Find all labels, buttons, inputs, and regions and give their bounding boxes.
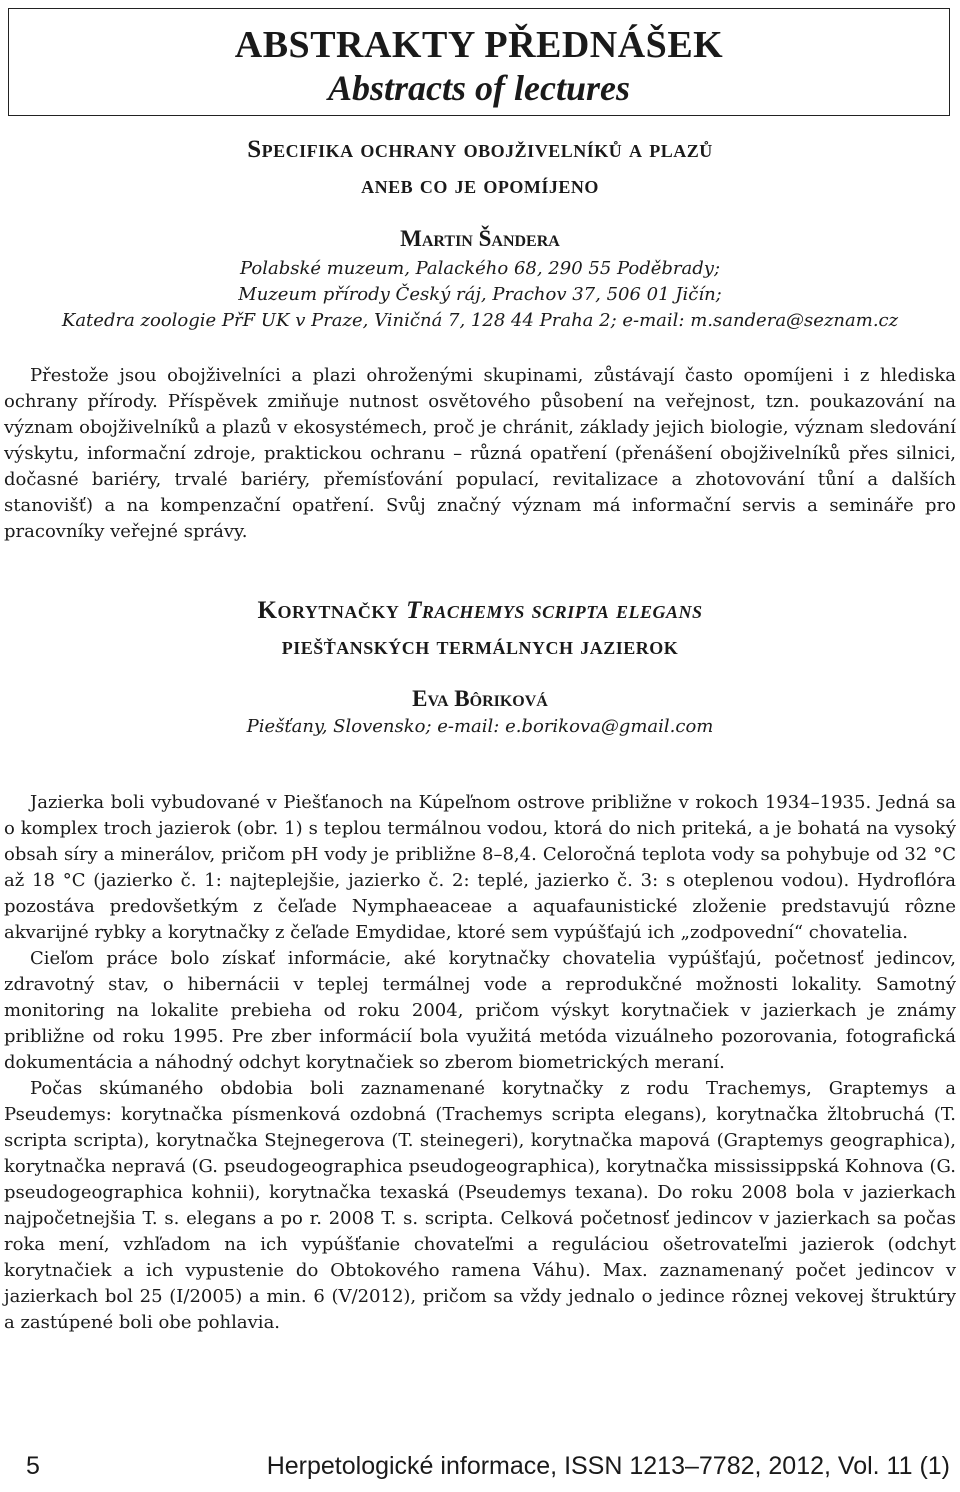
title-prefix: Korytnačky (257, 597, 407, 624)
page-footer (0, 1452, 960, 1486)
abstract1-body (4, 363, 956, 545)
title-species: Trachemys scripta elegans (406, 597, 703, 624)
affiliation-line: Katedra zoologie PřF UK v Praze, Viničná 7, 128 44 Praha 2; e-mail: m.sandera@seznam.cz (61, 310, 899, 331)
abstract1-affiliation (0, 256, 960, 334)
affiliation-line: Piešťany, Slovensko; e-mail: e.borikova@gmail.com (246, 716, 714, 737)
journal-citation: Herpetologické informace, ISSN 1213–7782, 2012, Vol. 11 (1) (266, 1452, 950, 1480)
affiliation-line: Muzeum přírody Český ráj, Prachov 37, 506 01 Jičín; (238, 284, 722, 305)
abstract2-title-line1 (0, 593, 960, 629)
paragraph: Jazierka boli vybudované v Piešťanoch na Kúpeľnom ostrove približne v rokoch 1934–1935. Jedná sa o komplex troch jazierok (obr. 1) s teplou termálnou vodou, ktorá do nich priteká, a je bohatá na vysoký obsah síry a minerálov, pričom pH vody je približne 8–8,4. Celoročná teplota vody sa pohybuje od 32 °C až 18 °C (jazierko č. 1: najteplejšie, jazierko č. 2: teplé, jazierko č. 3: s oteplenou vodou). Hydroflóra pozostáva predovšetkým z čeľade Nymphaeaceae a aquafaunistické zloženie predstavujú rôzne akvarijné rybky a korytnačky z čeľade Emydidae, ktoré sem vypúšťajú ich „zodpovední“ chovatelia. (4, 792, 956, 943)
affiliation-line: Polabské muzeum, Palackého 68, 290 55 Poděbrady; (239, 258, 721, 279)
abstract2-title-line2: piešťanských termálnych jazierok (281, 633, 679, 660)
section-subtitle: Abstracts of lectures (328, 68, 630, 108)
page-number: 5 (26, 1452, 40, 1480)
abstract1-title-line1: Specifika ochrany obojživelníků a plazů (247, 136, 713, 163)
section-header-box (8, 8, 950, 116)
abstract1-title (0, 132, 960, 204)
section-title: ABSTRAKTY PŘEDNÁŠEK (234, 24, 724, 66)
paragraph: Přestože jsou obojživelníci a plazi ohroženými skupinami, zůstávají často opomíjeni i z hlediska ochrany přírody. Příspěvek zmiňuje nutnost osvětového působení na veřejnost, tzn. poukazování na význam obojživelníků a plazů v ekosystémech, proč je chránit, základy jejich biologie, význam sledování výskytu, informační zdroje, praktickou ochranu – různá opatření (přenášení obojživelníků přes silnici, dočasné bariéry, trvalé bariéry, přemísťování populací, revitalizace a zhotovování tůní a dalších stanovišť) a na kompenzační opatření. Svůj značný význam má informační servis a semináře pro pracovníky veřejné správy. (4, 365, 956, 542)
paragraph: Cieľom práce bolo získať informácie, aké korytnačky chovatelia vypúšťajú, početnosť jedincov, zdravotný stav, o hibernácii v teplej termálnej vode a reprodukčné možnosti lokality. Samotný monitoring na lokalite prebieha od roku 2004, pričom výskyt korytnačiek v jazierkach je známy približne od roku 1995. Pre zber informácií bola využitá metóda vizuálneho pozorovania, fotografická dokumentácia a náhodný odchyt korytnačiek so zberom biometrických meraní. (4, 948, 956, 1073)
abstract1-title-line2: aneb co je opomíjeno (361, 172, 599, 199)
abstract2-title (0, 593, 960, 665)
abstract2-author: Eva Bôriková (412, 686, 548, 711)
abstract2-body (4, 790, 956, 1336)
abstract1-author: Martin Šandera (400, 226, 560, 251)
abstract2-affiliation (0, 714, 960, 740)
paragraph: Počas skúmaného obdobia boli zaznamenané korytnačky z rodu Trachemys, Graptemys a Pseudemys: korytnačka písmenková ozdobná (Trachemys scripta elegans), korytnačka žltobruchá (T. scripta scripta), korytnačka Stejnegerova (T. steinegeri), korytnačka mapová (Graptemys geographica), korytnačka nepravá (G. pseudogeographica pseudogeographica), korytnačka mississippská Kohnova (G. pseudogeographica kohnii), korytnačka texaská (Pseudemys texana). Do roku 2008 bola v jazierkach najpočetnejšia T. s. elegans a po r. 2008 T. s. scripta. Celková početnosť jedincov v jazierkach sa počas roka mení, vzhľadom na ich vypúšťanie chovateľmi a reguláciou ošetrovateľmi jazierok (odchyt korytnačiek a ich vypustenie do Obtokového ramena Váhu). Max. zaznamenaný počet jedincov v jazierkach bol 25 (I/2005) a min. 6 (V/2012), pričom sa vždy jednalo o jedince rôznej vekovej štruktúry a zastúpené boli obe pohlavia. (4, 1078, 956, 1333)
